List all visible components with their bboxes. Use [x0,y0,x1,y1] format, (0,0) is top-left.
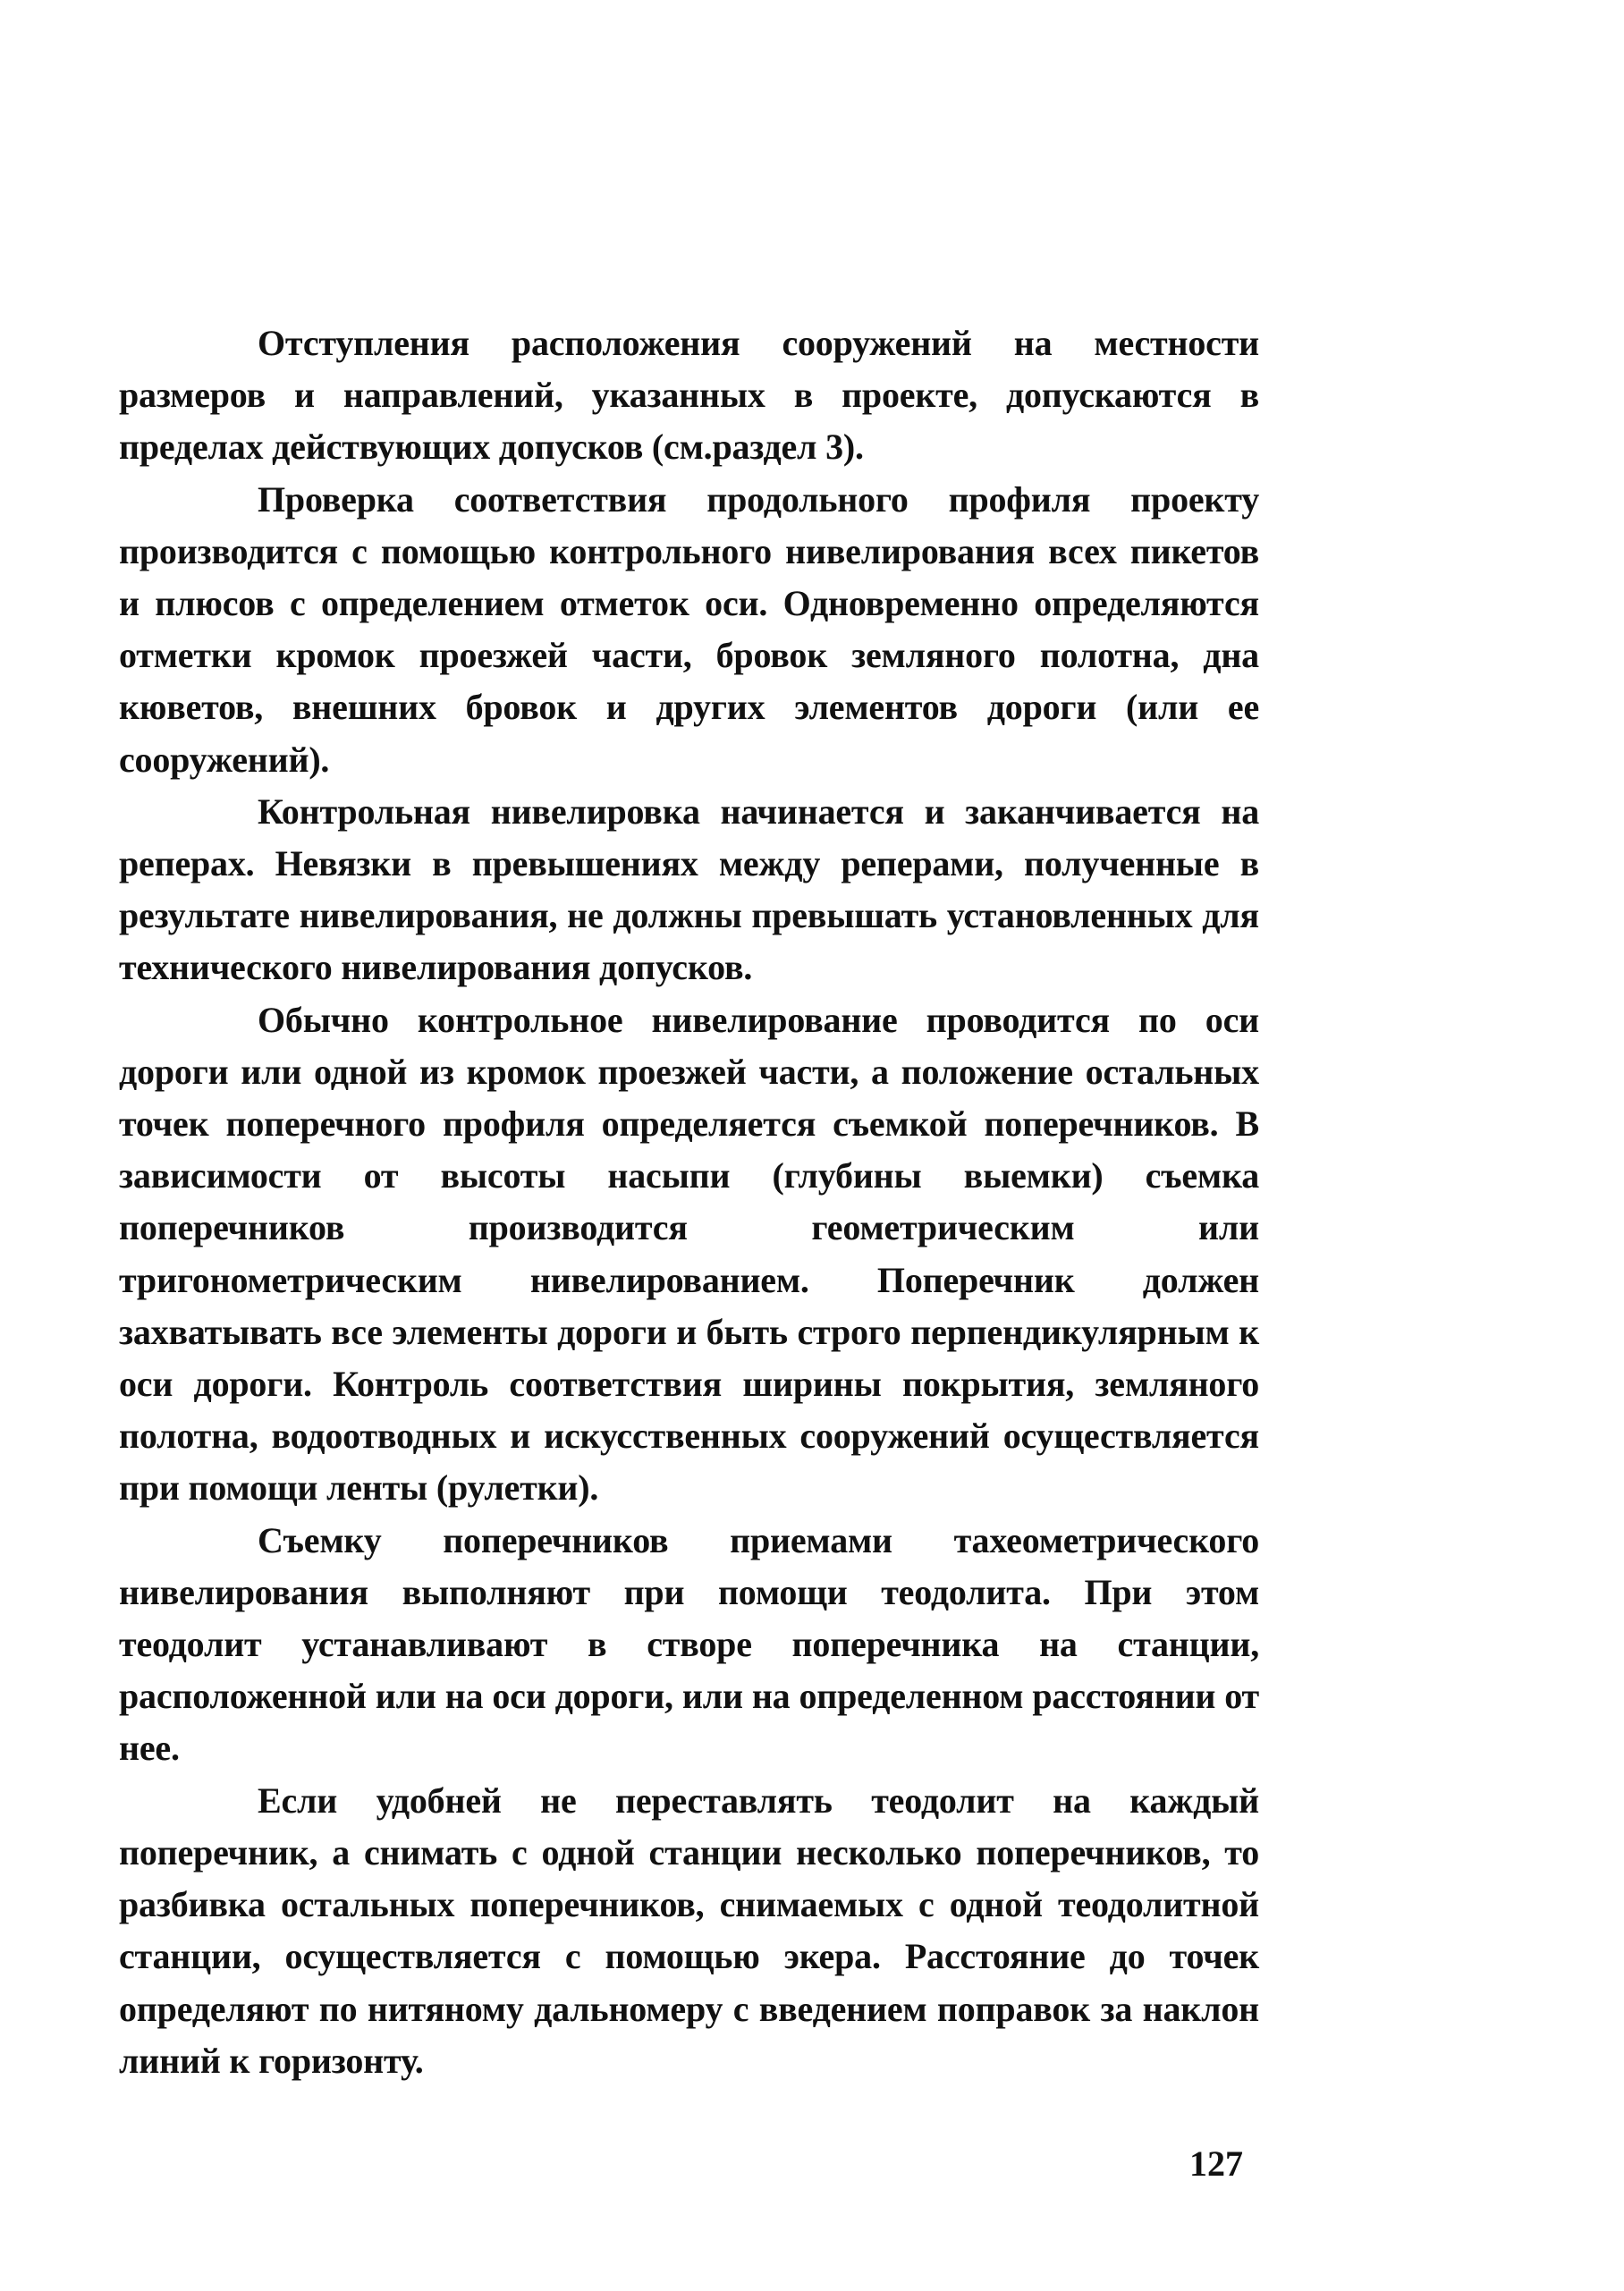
page-number: 127 [1189,2143,1243,2184]
paragraph-3: Контрольная нивелировка начинается и заканчивается на реперах. Невязки в превышениях между реперами, полученные в результате нивелирования, не должны превышать установленных для технического нивелирования допусков. [119,790,1259,988]
paragraph-1: Отступления расположения сооружений на местности размеров и направлений, указанных в проекте, допускаются в пределах действующих допусков (см.раздел 3). [119,323,1259,468]
paragraph-2: Проверка соответствия продольного профиля проекту производится с помощью контрольного нивелирования всех пикетов и плюсов с определением отметок оси. Одновременно определяются отметки кромок проезжей части, бровок земляного полотна, дна кюветов, внешних бровок и других элементов дороги (или ее сооружений). [119,478,1259,780]
paragraph-5: Съемку поперечников приемами тахеометрического нивелирования выполняют при помощи теодолита. При этом теодолит устанавливают в створе поперечника на станции, расположенной или на оси дороги, или на определенном расстоянии от нее. [119,1519,1259,1769]
body-text [119,317,1259,2087]
paragraph-6: Если удобней не переставлять теодолит на каждый поперечник, а снимать с одной станции несколько поперечников, то разбивка остальных поперечников, снимаемых с одной теодолитной станции, осуществляется с помощью экера. Расстояние до точек определяют по нитяному дальномеру с введением поправок за наклон линий к горизонту. [119,1780,1259,2081]
paragraph-4: Обычно контрольное нивелирование проводится по оси дороги или одной из кромок проезжей части, а положение остальных точек поперечного профиля определяется съемкой поперечников. В зависимости от высоты насыпи (глубины выемки) съемка поперечников производится геометрическим или тригонометрическим нивелированием. Поперечник должен захватывать все элементы дороги и быть строго перпендикулярным к оси дороги. Контроль соответствия ширины покрытия, земляного полотна, водоотводных и искусственных сооружений осуществляется при помощи ленты (рулетки). [119,999,1259,1509]
